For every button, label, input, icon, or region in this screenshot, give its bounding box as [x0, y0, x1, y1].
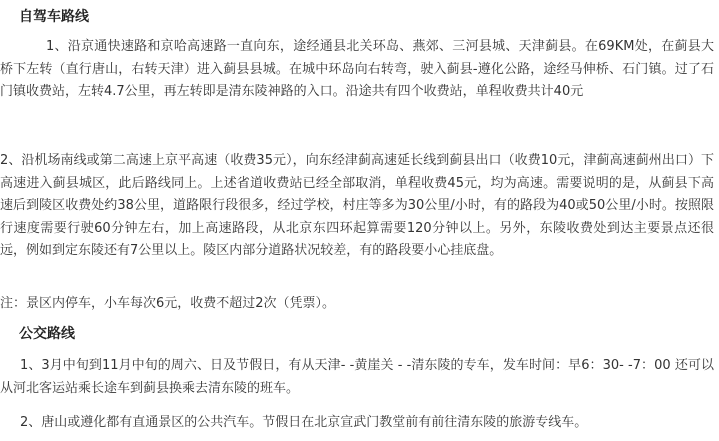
bus-heading: 公交路线 [19, 326, 75, 342]
self-drive-heading: 自驾车路线 [19, 9, 89, 25]
self-drive-route-1: 1、沿京通快速路和京哈高速路一直向东，途经通县北关环岛、燕郊、三河县城、天津蓟县。在69KM处，在蓟县大桥下左转（直行唐山，右转天津）进入蓟县县城。在城中环岛向右转弯，驶入蓟县-遵化公路，途经马伸桥、石门镇。过了石门镇收费站，左转4.7公里，再左转即是清东陵神路的入口。沿途共有四个收费站，单程收费共计40元 [0, 39, 714, 99]
parking-note: 注：景区内停车，小车每次6元，收费不超过2次（凭票）。 [0, 296, 336, 311]
bus-route-1: 1、3月中旬到11月中旬的周六、日及节假日，有从天津- -黄崖关 - -清东陵的专车，发车时间：早6：30- -7：00 还可以从河北客运站乘长途车到蓟县换乘去清东陵的班车。 [0, 358, 714, 396]
self-drive-route-2: 2、沿机场南线或第二高速上京平高速（收费35元），向东经津蓟高速延长线到蓟县出口（收费10元，津蓟高速蓟州出口）下高速进入蓟县城区，此后路线同上。上述省道收费站已经全部取消，单程收费45元，均为高速。需要说明的是，从蓟县下高速后到陵区收费处约38公里，道路限行段很多，经过学校，村庄等多为30公里/小时，有的路段为40或50公里/小时。按照限行速度需要行驶60分钟左右，加上高速路段，从北京东四环起算需要120分钟以上。另外，东陵收费处到达主要景点还很远，例如到定东陵还有7公里以上。陵区内部分道路状况较差，有的路段要小心挂底盘。 [0, 153, 714, 258]
bus-route-2: 2、唐山或遵化都有直通景区的公共汽车。节假日在北京宣武门教堂前有前往清东陵的旅游专线车。 [20, 415, 588, 430]
